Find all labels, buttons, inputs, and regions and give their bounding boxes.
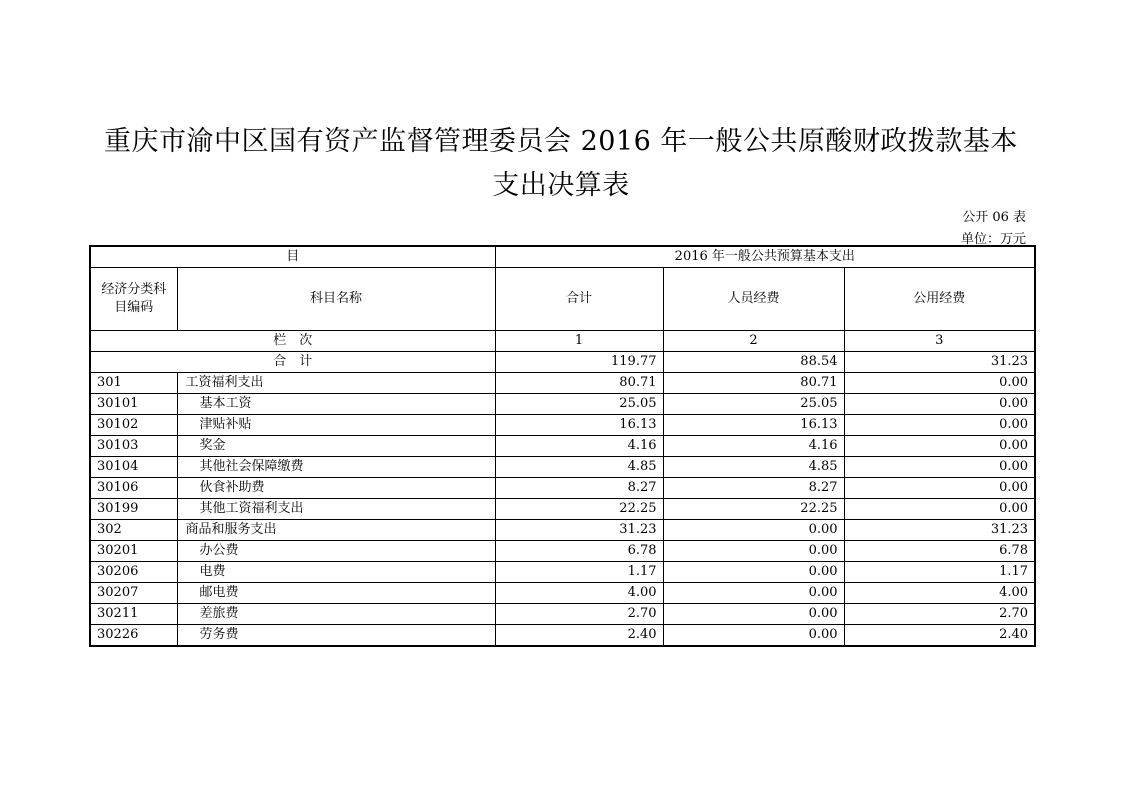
row-personnel: 22.25 <box>663 499 844 520</box>
index-col-1: 1 <box>495 331 663 352</box>
row-personnel: 0.00 <box>663 541 844 562</box>
row-name: 其他工资福利支出 <box>177 499 495 520</box>
table-row <box>90 478 1035 499</box>
row-public: 2.70 <box>844 604 1035 625</box>
row-name: 劳务费 <box>177 625 495 647</box>
title-line-1: 重庆市渝中区国有资产监督管理委员会 2016 年一般公共原酸财政拨款基本 <box>104 126 1018 157</box>
total-public: 31.23 <box>844 352 1035 373</box>
row-total: 1.17 <box>495 562 663 583</box>
row-personnel: 8.27 <box>663 478 844 499</box>
header-row-1 <box>90 246 1035 268</box>
row-public: 31.23 <box>844 520 1035 541</box>
row-personnel: 80.71 <box>663 373 844 394</box>
table-row <box>90 394 1035 415</box>
row-public: 1.17 <box>844 562 1035 583</box>
row-personnel: 0.00 <box>663 520 844 541</box>
expenditure-table <box>89 245 1036 647</box>
header-group: 2016 年一般公共预算基本支出 <box>495 246 1035 268</box>
row-name: 工资福利支出 <box>177 373 495 394</box>
row-total: 25.05 <box>495 394 663 415</box>
header-public: 公用经费 <box>844 268 1035 331</box>
row-personnel: 0.00 <box>663 562 844 583</box>
row-total: 4.00 <box>495 583 663 604</box>
row-code: 30106 <box>90 478 177 499</box>
row-name: 其他社会保障缴费 <box>177 457 495 478</box>
row-code: 30201 <box>90 541 177 562</box>
row-code: 30101 <box>90 394 177 415</box>
index-col-3: 3 <box>844 331 1035 352</box>
table-row <box>90 562 1035 583</box>
index-col-2: 2 <box>663 331 844 352</box>
row-public: 4.00 <box>844 583 1035 604</box>
row-total: 2.40 <box>495 625 663 647</box>
row-total: 6.78 <box>495 541 663 562</box>
row-code: 30103 <box>90 436 177 457</box>
row-name: 商品和服务支出 <box>177 520 495 541</box>
row-code: 30102 <box>90 415 177 436</box>
table-row <box>90 499 1035 520</box>
row-total: 2.70 <box>495 604 663 625</box>
row-total: 22.25 <box>495 499 663 520</box>
row-code: 30206 <box>90 562 177 583</box>
row-name: 电费 <box>177 562 495 583</box>
title-line-2: 支出决算表 <box>492 170 630 201</box>
table-row <box>90 625 1035 647</box>
row-code: 301 <box>90 373 177 394</box>
row-public: 0.00 <box>844 373 1035 394</box>
row-public: 2.40 <box>844 625 1035 647</box>
row-public: 0.00 <box>844 436 1035 457</box>
row-name: 基本工资 <box>177 394 495 415</box>
row-code: 30226 <box>90 625 177 647</box>
row-code: 30207 <box>90 583 177 604</box>
row-code: 302 <box>90 520 177 541</box>
row-total: 31.23 <box>495 520 663 541</box>
document-title <box>0 120 1122 208</box>
total-label: 合 计 <box>90 352 495 373</box>
row-code: 30199 <box>90 499 177 520</box>
index-label: 栏 次 <box>90 331 495 352</box>
row-personnel: 4.16 <box>663 436 844 457</box>
total-personnel: 88.54 <box>663 352 844 373</box>
form-number: 公开 06 表 <box>962 210 1026 225</box>
row-public: 0.00 <box>844 499 1035 520</box>
table-row <box>90 583 1035 604</box>
unit-label: 单位：万元 <box>960 232 1026 247</box>
table-row <box>90 415 1035 436</box>
row-personnel: 0.00 <box>663 583 844 604</box>
row-total: 4.85 <box>495 457 663 478</box>
row-personnel: 4.85 <box>663 457 844 478</box>
index-row <box>90 331 1035 352</box>
row-total: 80.71 <box>495 373 663 394</box>
table-row <box>90 436 1035 457</box>
table-row <box>90 457 1035 478</box>
row-total: 4.16 <box>495 436 663 457</box>
row-personnel: 0.00 <box>663 625 844 647</box>
row-public: 0.00 <box>844 394 1035 415</box>
header-name: 科目名称 <box>177 268 495 331</box>
row-name: 邮电费 <box>177 583 495 604</box>
header-code: 经济分类科目编码 <box>90 268 177 331</box>
row-personnel: 16.13 <box>663 415 844 436</box>
table-row <box>90 604 1035 625</box>
row-public: 0.00 <box>844 457 1035 478</box>
total-sum: 119.77 <box>495 352 663 373</box>
row-name: 津贴补贴 <box>177 415 495 436</box>
total-row <box>90 352 1035 373</box>
row-public: 0.00 <box>844 415 1035 436</box>
table-row <box>90 520 1035 541</box>
row-name: 办公费 <box>177 541 495 562</box>
row-personnel: 0.00 <box>663 604 844 625</box>
row-code: 30104 <box>90 457 177 478</box>
header-total: 合计 <box>495 268 663 331</box>
row-total: 8.27 <box>495 478 663 499</box>
row-name: 差旅费 <box>177 604 495 625</box>
header-row-2 <box>90 268 1035 331</box>
table-row <box>90 541 1035 562</box>
row-code: 30211 <box>90 604 177 625</box>
header-personnel: 人员经费 <box>663 268 844 331</box>
row-total: 16.13 <box>495 415 663 436</box>
row-personnel: 25.05 <box>663 394 844 415</box>
header-item: 目 <box>90 246 495 268</box>
row-public: 6.78 <box>844 541 1035 562</box>
row-name: 奖金 <box>177 436 495 457</box>
table-row <box>90 373 1035 394</box>
row-public: 0.00 <box>844 478 1035 499</box>
row-name: 伙食补助费 <box>177 478 495 499</box>
